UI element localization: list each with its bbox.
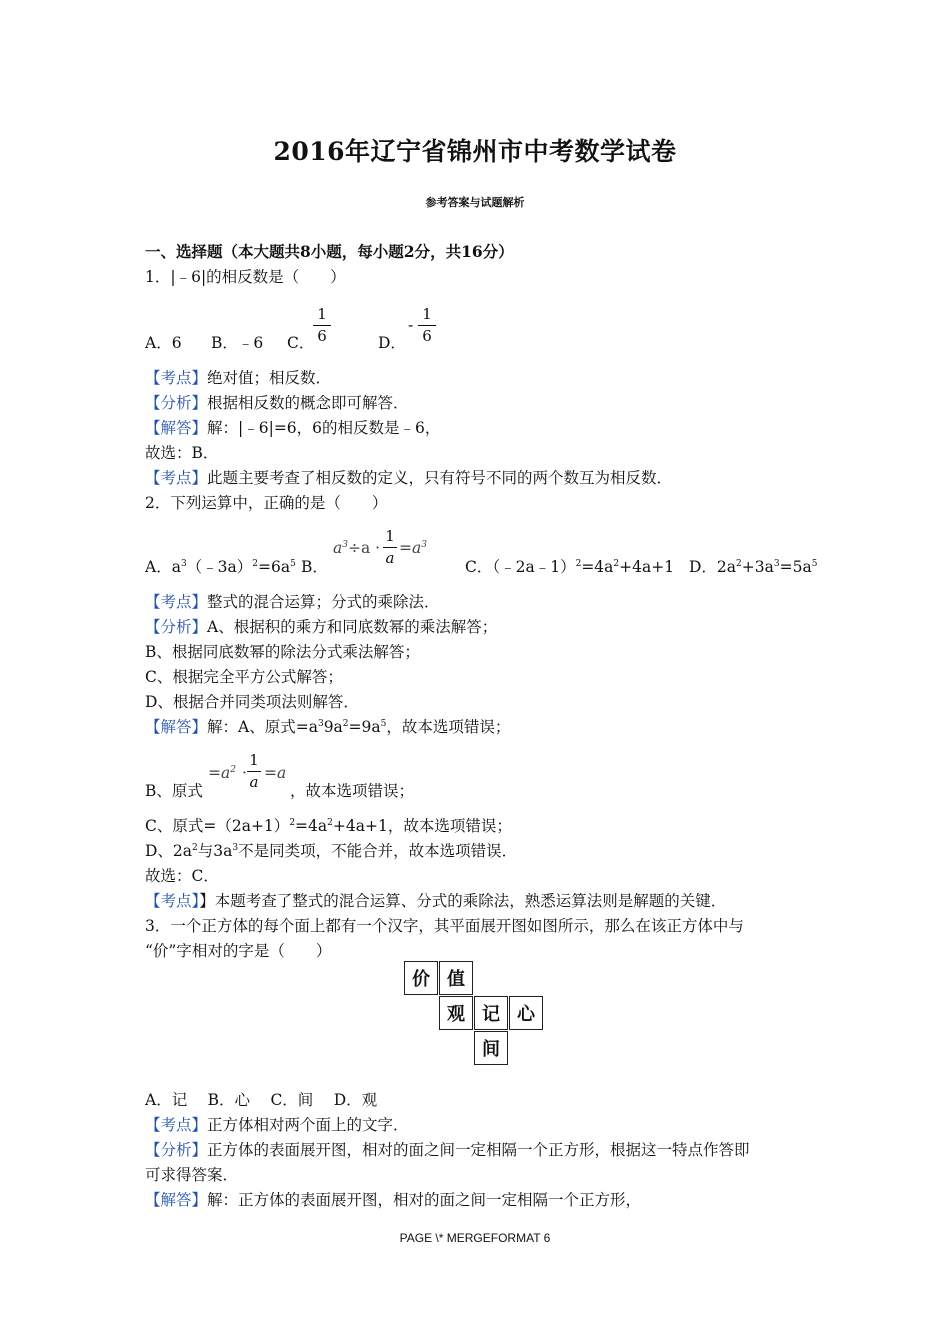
q1-kaodian xyxy=(145,369,331,387)
q3-kaodian xyxy=(145,1116,409,1134)
jieda-text: =4a xyxy=(295,817,328,835)
q1-jieda xyxy=(145,419,440,437)
fraction-denominator: 6 xyxy=(422,327,432,345)
q2-option-c xyxy=(465,558,674,576)
kaodian-text: 正方体相对两个面上的文字． xyxy=(207,1116,409,1134)
net-cell-jian: 间 xyxy=(474,1031,508,1065)
kaodian-text: 整式的混合运算；分式的乘除法． xyxy=(207,593,440,611)
q2-fenxi-c: C、根据完全平方公式解答； xyxy=(145,668,343,686)
net-cell-zhi: 值 xyxy=(439,961,473,995)
opt-text: A．a xyxy=(145,558,181,576)
opt-text: =5a xyxy=(779,558,812,576)
fenxi-text: A、根据积的乘方和同底数幂的乘法解答； xyxy=(207,618,498,636)
q2-jieda-b-pre: B、原式 xyxy=(145,782,203,800)
q2-option-b-result xyxy=(399,539,427,557)
kaodian-tag: 【考点】 xyxy=(145,593,208,611)
superscript: 2 xyxy=(736,559,742,569)
q2-jieda-b-expr xyxy=(208,764,247,782)
q1-option-c-fraction xyxy=(313,306,331,345)
jieda-text: =9a xyxy=(348,718,381,736)
opt-text: =4a xyxy=(581,558,614,576)
superscript: 2 xyxy=(252,559,259,569)
math-eq: =a xyxy=(399,539,422,557)
q1-choice: 故选：B． xyxy=(145,444,219,462)
fraction-numerator: 1 xyxy=(317,305,327,323)
superscript: 2 xyxy=(327,818,333,828)
math-var: a xyxy=(333,539,343,557)
kaodian-tag: 【考点】 xyxy=(145,1116,208,1134)
dianping-tag: 【考点】 xyxy=(145,469,208,487)
math-eq: =a xyxy=(208,764,231,782)
q2-option-a xyxy=(145,558,296,576)
net-cell-ji: 记 xyxy=(474,996,508,1030)
superscript: 5 xyxy=(811,559,818,569)
jieda-tag: 【解答】 xyxy=(145,419,208,437)
superscript: 2 xyxy=(613,559,620,569)
fenxi-text: 根据相反数的概念即可解答． xyxy=(207,394,409,412)
q2-fenxi-b: B、根据同底数幂的除法分式乘法解答； xyxy=(145,643,420,661)
jieda-text: ，故本选项错误； xyxy=(386,718,511,736)
q1-option-a: A．6 xyxy=(145,334,182,352)
q1-option-b: B．﹣6 xyxy=(211,334,264,352)
fraction-numerator: 1 xyxy=(249,751,259,769)
fraction-bar xyxy=(383,547,397,548)
superscript: 3 xyxy=(180,559,187,569)
kaodian-tag: 【考点】 xyxy=(145,369,208,387)
q2-kaodian xyxy=(145,593,440,611)
superscript: 2 xyxy=(342,719,349,729)
superscript: 2 xyxy=(230,765,236,775)
page-subtitle: 参考答案与试题解析 xyxy=(425,196,525,209)
q3-options: A．记 B．心 C．间 D．观 xyxy=(145,1091,378,1109)
fenxi-tag: 【分析】 xyxy=(145,1141,208,1159)
q2-jieda-d xyxy=(145,842,517,860)
q1-option-d-minus: - xyxy=(408,316,414,334)
q2-option-b-expr xyxy=(333,539,380,557)
jieda-text: D、2a xyxy=(145,842,193,860)
jieda-text: 解：A、原式=a xyxy=(207,718,318,736)
q2-dianping xyxy=(145,892,726,910)
page-footer: PAGE \* MERGEFORMAT 6 xyxy=(399,1231,551,1245)
superscript: 5 xyxy=(290,559,296,569)
q2-stem: 2．下列运算中，正确的是（ ） xyxy=(145,494,388,512)
q2-jieda-b-post: ，故本选项错误； xyxy=(290,782,415,800)
fenxi-tag: 【分析】 xyxy=(145,394,208,412)
opt-text: =6a xyxy=(258,558,291,576)
q3-fenxi-2: 可求得答案． xyxy=(145,1166,239,1184)
fraction-denominator: 6 xyxy=(317,327,327,345)
q2-fenxi xyxy=(145,618,497,636)
jieda-text: 解：|﹣6|=6，6的相反数是﹣6， xyxy=(207,419,441,437)
q2-fenxi-d: D、根据合并同类项法则解答． xyxy=(145,693,359,711)
dianping-tag: 【考点】 xyxy=(145,892,200,910)
superscript: 3 xyxy=(317,719,324,729)
superscript: 3 xyxy=(342,540,348,550)
fraction-denominator: a xyxy=(249,773,259,791)
fenxi-text: 正方体的表面展开图，相对的面之间一定相隔一个正方形，根据这一特点作答即 xyxy=(207,1141,750,1159)
fraction-bar xyxy=(313,325,331,326)
q3-fenxi xyxy=(145,1141,750,1159)
q1-option-c: C． xyxy=(287,334,315,352)
q2-jieda-b-fraction xyxy=(247,752,261,791)
jieda-text: C、原式=（2a+1） xyxy=(145,817,290,835)
jieda-text: 解：正方体的表面展开图，相对的面之间一定相隔一个正方形， xyxy=(207,1191,642,1209)
q3-stem: 3．一个正方体的每个面上都有一个汉字，其平面展开图如图所示，那么在该正方体中与 xyxy=(145,917,744,935)
net-cell-jia: 价 xyxy=(404,961,438,995)
q2-jieda-c xyxy=(145,817,512,835)
fenxi-tag: 【分析】 xyxy=(145,618,208,636)
q1-dianping xyxy=(145,469,672,487)
q2-choice: 故选：C． xyxy=(145,867,219,885)
math-op: ÷a · xyxy=(347,539,381,557)
cube-net-figure xyxy=(404,961,546,1067)
q2-jieda xyxy=(145,718,510,736)
superscript: 3 xyxy=(232,843,239,853)
fraction-bar xyxy=(247,771,261,772)
q1-stem: 1．|﹣6|的相反数是（ ） xyxy=(145,268,346,286)
superscript: 2 xyxy=(575,559,582,569)
q3-stem-2: “价”字相对的字是（ ） xyxy=(145,942,332,960)
opt-text: （﹣3a） xyxy=(186,558,253,576)
fraction-numerator: 1 xyxy=(385,527,395,545)
q2-option-b-fraction xyxy=(383,528,397,567)
net-cell-guan: 观 xyxy=(439,996,473,1030)
jieda-text: 不是同类项，不能合并，故本选项错误． xyxy=(238,842,518,860)
math-op: · xyxy=(241,764,247,782)
q2-jieda-b-result: =a xyxy=(264,764,287,782)
fraction-numerator: 1 xyxy=(422,305,432,323)
superscript: 3 xyxy=(773,559,780,569)
superscript: 2 xyxy=(192,843,198,853)
jieda-text: 与3a xyxy=(197,842,233,860)
kaodian-text: 绝对值；相反数． xyxy=(207,369,332,387)
opt-text: +4a+1 xyxy=(619,558,675,576)
q1-option-d: D． xyxy=(378,334,406,352)
superscript: 3 xyxy=(421,540,427,550)
section-heading: 一、选择题（本大题共8小题，每小题2分，共16分） xyxy=(145,242,514,261)
dianping-text: 此题主要考查了相反数的定义，只有符号不同的两个数互为相反数． xyxy=(207,469,673,487)
jieda-text: +4a+1，故本选项错误； xyxy=(332,817,512,835)
superscript: 5 xyxy=(380,719,387,729)
q2-option-d xyxy=(689,558,817,576)
q2-option-b: B． xyxy=(301,558,328,576)
q3-jieda xyxy=(145,1191,641,1209)
fraction-bar xyxy=(418,325,436,326)
fraction-denominator: a xyxy=(385,549,395,567)
superscript: 2 xyxy=(289,818,296,828)
page-title: 2016年辽宁省锦州市中考数学试卷 xyxy=(273,137,677,166)
dianping-text: 】本题考查了整式的混合运算、分式的乘除法，熟悉运算法则是解题的关键． xyxy=(199,892,727,910)
q1-fenxi xyxy=(145,394,409,412)
opt-text: +3a xyxy=(741,558,774,576)
opt-text: C．（﹣2a﹣1） xyxy=(465,558,576,576)
jieda-text: 9a xyxy=(323,718,343,736)
jieda-tag: 【解答】 xyxy=(145,1191,208,1209)
q1-option-d-fraction xyxy=(418,306,436,345)
jieda-tag: 【解答】 xyxy=(145,718,208,736)
opt-text: D．2a xyxy=(689,558,737,576)
net-cell-xin: 心 xyxy=(509,996,543,1030)
